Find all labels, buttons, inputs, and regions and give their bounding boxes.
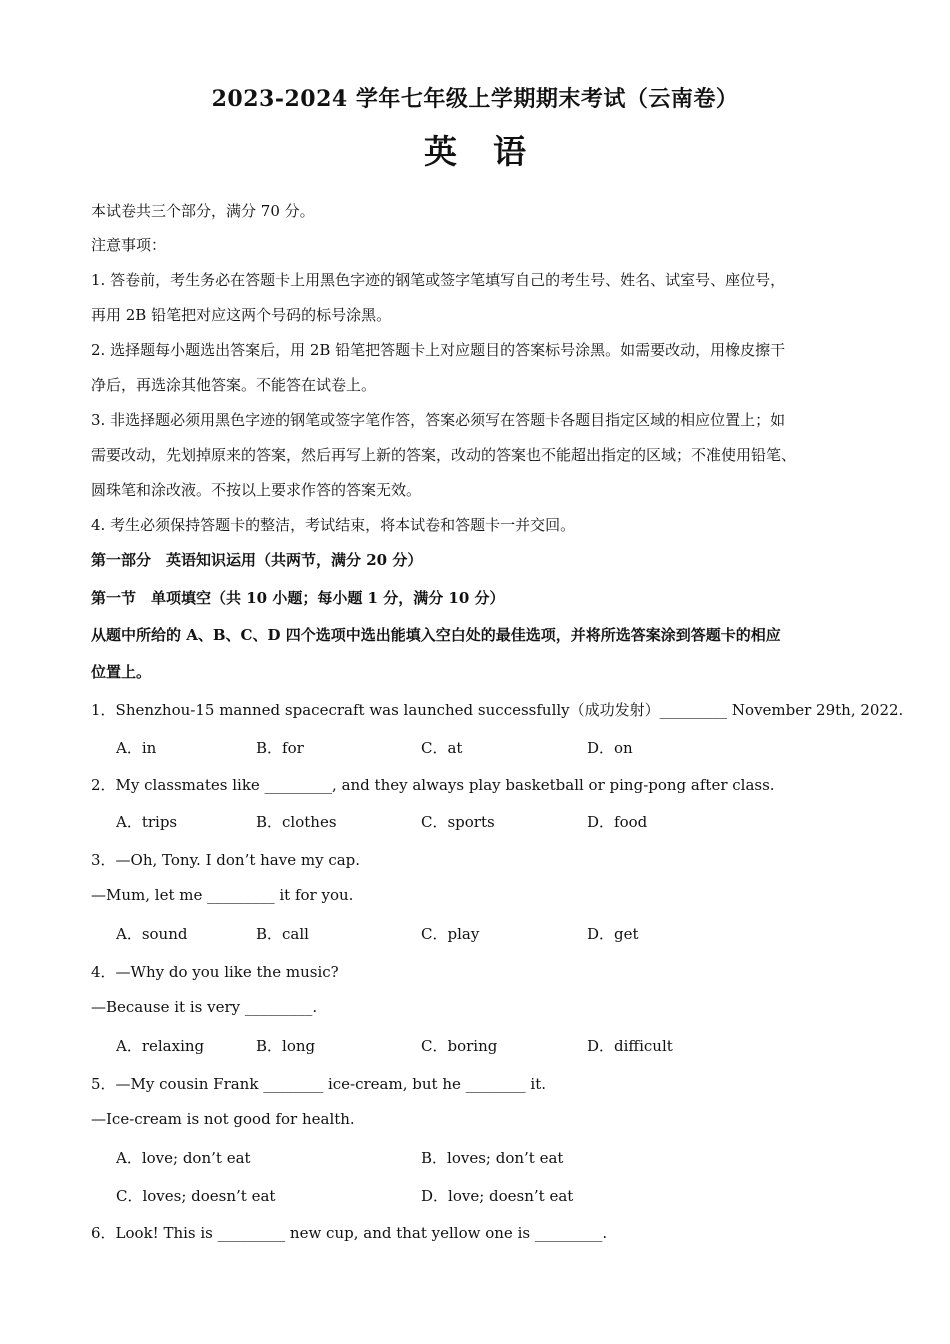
question-2-option-d: D．food xyxy=(587,813,648,831)
note-1-line-1: 1. 答卷前，考生务必在答题卡上用黑色字迹的钢笔或签字笔填写自己的考生号、姓名、试室号、座位号， xyxy=(91,271,786,289)
question-4-option-b: B．long xyxy=(256,1037,316,1055)
part-1-heading: 第一部分 英语知识运用（共两节，满分 20 分） xyxy=(91,551,423,569)
question-1-option-c: C．at xyxy=(421,739,463,757)
question-3-option-a: A．sound xyxy=(116,925,188,943)
section-1-heading: 第一节 单项填空（共 10 小题；每小题 1 分，满分 10 分） xyxy=(91,589,505,607)
notes-heading: 注意事项： xyxy=(91,236,167,254)
question-5-option-d: D．love; doesn’t eat xyxy=(421,1187,574,1205)
note-2-line-2: 净后，再选涂其他答案。不能答在试卷上。 xyxy=(91,376,377,394)
question-4-stem: 4．—Why do you like the music? xyxy=(91,963,339,981)
note-3-line-1: 3. 非选择题必须用黑色字迹的钢笔或签字笔作答，答案必须写在答题卡各题目指定区域的相应位置上；如 xyxy=(91,411,786,429)
question-4-option-d: D．difficult xyxy=(587,1037,673,1055)
question-2-stem: 2．My classmates like _________, and they always play basketball or ping-pong after class. xyxy=(91,776,775,794)
question-5-option-c: C．loves; doesn’t eat xyxy=(116,1187,276,1205)
question-2-option-a: A．trips xyxy=(116,813,178,831)
note-2-line-1: 2. 选择题每小题选出答案后，用 2B 铅笔把答题卡上对应题目的答案标号涂黑。如需要改动，用橡皮擦干 xyxy=(91,341,786,359)
note-1-line-2: 再用 2B 铅笔把对应这两个号码的标号涂黑。 xyxy=(91,306,392,324)
question-6-stem: 6．Look! This is _________ new cup, and that yellow one is _________. xyxy=(91,1224,608,1242)
question-3-stem: 3．—Oh, Tony. I don’t have my cap. xyxy=(91,851,361,869)
question-4-option-a: A．relaxing xyxy=(116,1037,205,1055)
question-1-option-b: B．for xyxy=(256,739,304,757)
question-5-stem: 5．—My cousin Frank ________ ice-cream, but he ________ it. xyxy=(91,1075,546,1093)
question-5-stem-2: —Ice-cream is not good for health. xyxy=(91,1110,355,1128)
question-5-option-a: A．love; don’t eat xyxy=(116,1149,251,1167)
question-4-stem-2: —Because it is very _________. xyxy=(91,998,318,1016)
question-2-option-b: B．clothes xyxy=(256,813,337,831)
question-4-option-c: C．boring xyxy=(421,1037,498,1055)
section-instruction-line-2: 位置上。 xyxy=(91,663,152,681)
question-1-option-d: D．on xyxy=(587,739,633,757)
question-1-option-a: A．in xyxy=(116,739,157,757)
note-4: 4. 考生必须保持答题卡的整洁，考试结束，将本试卷和答题卡一并交回。 xyxy=(91,516,576,534)
question-3-option-c: C．play xyxy=(421,925,480,943)
note-3-line-2: 需要改动，先划掉原来的答案，然后再写上新的答案，改动的答案也不能超出指定的区域；不准使用铅笔、 xyxy=(91,446,797,464)
intro-text: 本试卷共三个部分，满分 70 分。 xyxy=(91,202,315,220)
question-1-stem: 1．Shenzhou-15 manned spacecraft was launched successfully（成功发射）_________ November 29th, 2022. xyxy=(91,701,904,719)
question-3-stem-2: —Mum, let me _________ it for you. xyxy=(91,886,354,904)
question-3-option-d: D．get xyxy=(587,925,639,943)
question-5-option-b: B．loves; don’t eat xyxy=(421,1149,564,1167)
note-3-line-3: 圆珠笔和涂改液。不按以上要求作答的答案无效。 xyxy=(91,481,422,499)
question-3-option-b: B．call xyxy=(256,925,309,943)
question-2-option-c: C．sports xyxy=(421,813,495,831)
exam-title: 2023-2024 学年七年级上学期期末考试（云南卷） xyxy=(211,86,739,112)
section-instruction-line-1: 从题中所给的 A、B、C、D 四个选项中选出能填入空白处的最佳选项，并将所选答案涂到答题卡的相应 xyxy=(91,626,781,644)
subject-title: 英语 xyxy=(424,132,562,171)
